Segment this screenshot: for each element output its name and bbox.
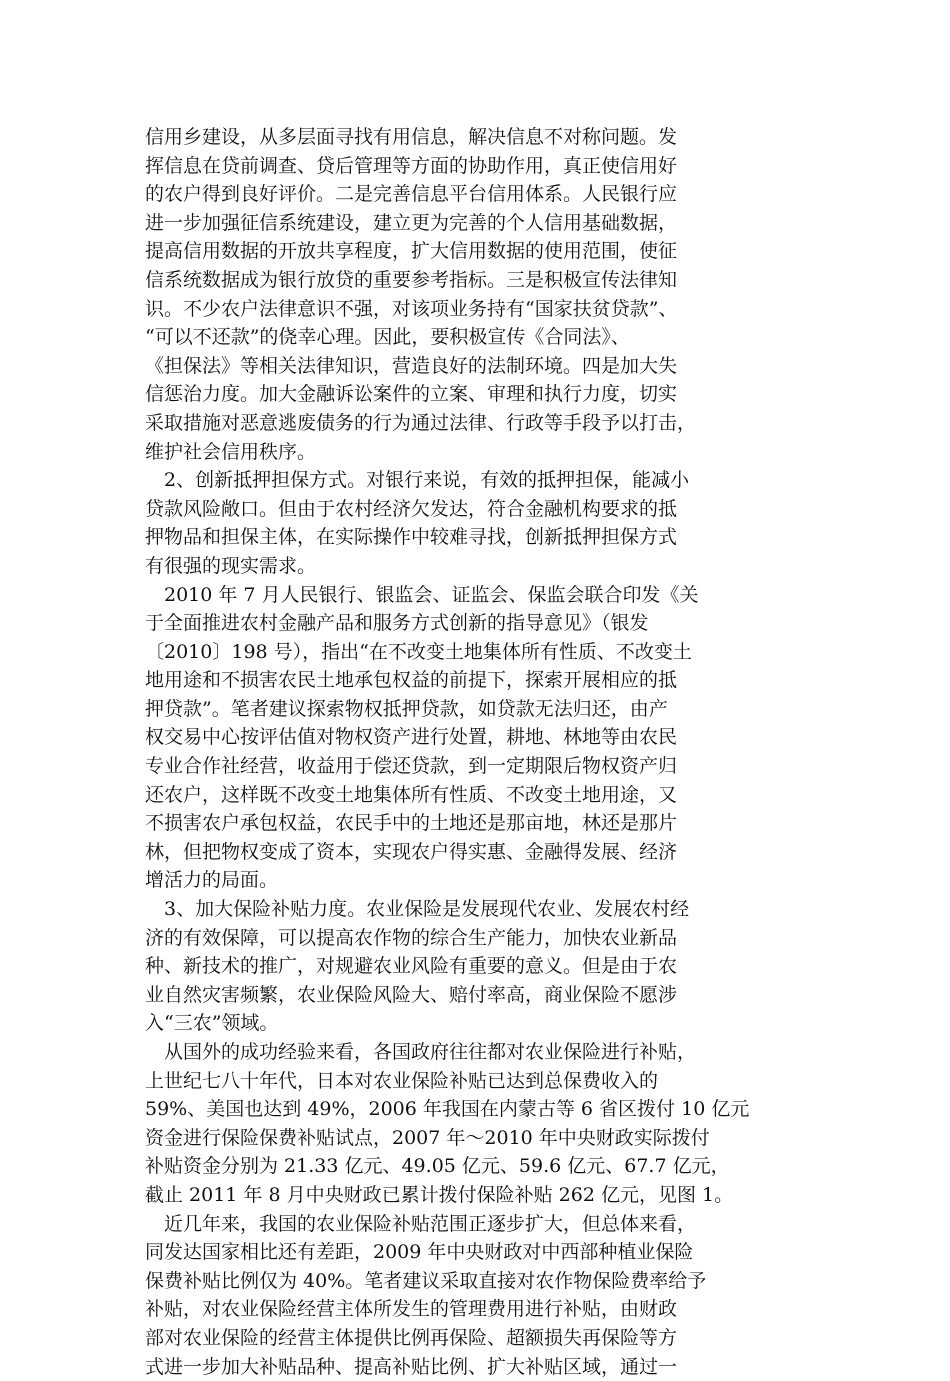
text-line: 于全面推进农村金融产品和服务方式创新的指导意见》（银发 xyxy=(145,612,649,635)
text-line: 信系统数据成为银行放贷的重要参考指标。三是积极宣传法律知 xyxy=(145,268,678,291)
text-line: 信用乡建设，从多层面寻找有用信息，解决信息不对称问题。发 xyxy=(145,126,678,148)
text-line: 〔2010〕198 号），指出“在不改变土地集体所有性质、不改变土 xyxy=(145,640,692,663)
text-line: 识。不少农户法律意识不强，对该项业务持有“国家扶贫贷款”、 xyxy=(145,297,678,320)
text-line: 入“三农”领域。 xyxy=(145,1012,279,1035)
text-line: 林，但把物权变成了资本，实现农户得实惠、金融得发展、经济 xyxy=(145,840,678,863)
text-line: 贷款风险敞口。但由于农村经济欠发达，符合金融机构要求的抵 xyxy=(145,497,678,520)
text-line: 维护社会信用秩序。 xyxy=(145,440,317,463)
text-line: 押物品和担保主体，在实际操作中较难寻找，创新抵押担保方式 xyxy=(145,526,678,549)
body-text xyxy=(145,123,785,1381)
text-line: 截止 2011 年 8 月中央财政已累计拨付保险补贴 262 亿元，见图 1。 xyxy=(145,1183,734,1206)
text-line: 上世纪七八十年代，日本对农业保险补贴已达到总保费收入的 xyxy=(145,1069,659,1092)
text-line: 济的有效保障，可以提高农作物的综合生产能力，加快农业新品 xyxy=(145,926,678,949)
text-line: 专业合作社经营，收益用于偿还贷款，到一定期限后物权资产归 xyxy=(145,755,678,778)
text-line: 押贷款”。笔者建议探索物权抵押贷款，如贷款无法归还，由产 xyxy=(145,697,668,720)
text-line: 进一步加强征信系统建设，建立更为完善的个人信用基础数据， xyxy=(145,211,678,234)
text-line: 《担保法》等相关法律知识，营造良好的法制环境。四是加大失 xyxy=(145,354,678,377)
text-line: 业自然灾害频繁，农业保险风险大、赔付率高，商业保险不愿涉 xyxy=(145,983,678,1006)
text-line: 资金进行保险保费补贴试点，2007 年～2010 年中央财政实际拨付 xyxy=(145,1126,710,1149)
text-line: 2010 年 7 月人民银行、银监会、证监会、保监会联合印发《关 xyxy=(145,583,699,606)
text-line: 采取措施对恶意逃废债务的行为通过法律、行政等手段予以打击， xyxy=(145,411,697,434)
text-line: 保费补贴比例仅为 40%。笔者建议采取直接对农作物保险费率给予 xyxy=(145,1269,707,1292)
text-line: 还农户，这样既不改变土地集体所有性质、不改变土地用途，又 xyxy=(145,783,678,806)
text-line: 部对农业保险的经营主体提供比例再保险、超额损失再保险等方 xyxy=(145,1326,678,1349)
text-line: 增活力的局面。 xyxy=(145,869,279,892)
text-line: 的农户得到良好评价。二是完善信息平台信用体系。人民银行应 xyxy=(145,183,678,206)
text-line: 挥信息在贷前调查、贷后管理等方面的协助作用，真正使信用好 xyxy=(145,154,678,177)
text-line: “可以不还款”的侥幸心理。因此，要积极宣传《合同法》、 xyxy=(145,326,630,349)
text-line: 同发达国家相比还有差距，2009 年中央财政对中西部种植业保险 xyxy=(145,1241,694,1264)
text-line: 式进一步加大补贴品种、提高补贴比例、扩大补贴区域，通过一 xyxy=(145,1355,678,1378)
text-line: 补贴，对农业保险经营主体所发生的管理费用进行补贴，由财政 xyxy=(145,1298,678,1321)
text-line: 3、加大保险补贴力度。农业保险是发展现代农业、发展农村经 xyxy=(145,898,690,921)
text-line: 权交易中心按评估值对物权资产进行处置，耕地、林地等由农民 xyxy=(145,726,678,749)
text-line: 种、新技术的推广，对规避农业风险有重要的意义。但是由于农 xyxy=(145,955,678,978)
text-line: 信惩治力度。加大金融诉讼案件的立案、审理和执行力度，切实 xyxy=(145,383,678,406)
text-line: 59%、美国也达到 49%，2006 年我国在内蒙古等 6 省区拨付 10 亿元 xyxy=(145,1098,750,1121)
text-line: 不损害农户承包权益，农民手中的土地还是那亩地，林还是那片 xyxy=(145,812,678,835)
text-line: 近几年来，我国的农业保险补贴范围正逐步扩大，但总体来看， xyxy=(145,1212,697,1235)
text-line: 有很强的现实需求。 xyxy=(145,554,317,577)
text-line: 提高信用数据的开放共享程度，扩大信用数据的使用范围，使征 xyxy=(145,240,678,263)
text-line: 补贴资金分别为 21.33 亿元、49.05 亿元、59.6 亿元、67.7 亿元， xyxy=(145,1155,730,1178)
text-line: 从国外的成功经验来看，各国政府往往都对农业保险进行补贴， xyxy=(145,1041,697,1063)
text-line: 2、创新抵押担保方式。对银行来说，有效的抵押担保，能减小 xyxy=(145,469,690,492)
text-line: 地用途和不损害农民土地承包权益的前提下，探索开展相应的抵 xyxy=(145,669,678,692)
